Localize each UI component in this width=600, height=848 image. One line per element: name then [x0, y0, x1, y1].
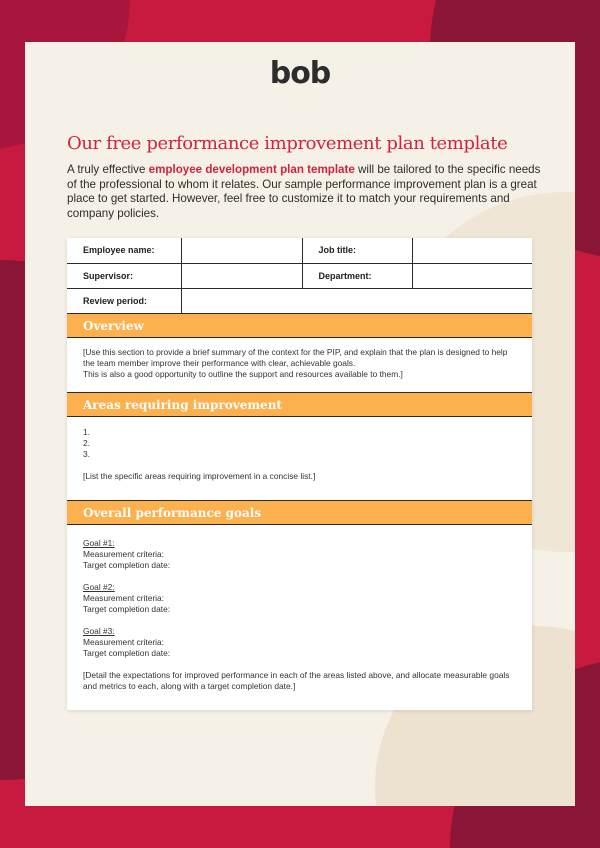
table-row: [67, 288, 532, 313]
employee-details-table: [67, 238, 532, 313]
review-period-field[interactable]: [181, 288, 532, 313]
goal-2-label: Goal #2:: [83, 582, 115, 592]
department-field[interactable]: [412, 263, 532, 288]
intro-text-before: A truly effective: [67, 163, 149, 176]
employee-development-plan-link[interactable]: employee development plan template: [148, 163, 355, 176]
table-row: [67, 263, 532, 288]
bob-logo: bob: [269, 56, 331, 91]
review-period-label: Review period:: [67, 288, 181, 313]
intro-paragraph: [67, 163, 547, 221]
pip-form: [67, 238, 532, 710]
goal-3-date: Target completion date:: [83, 648, 171, 658]
goal-1-criteria: Measurement criteria:: [83, 549, 164, 559]
goal-1-date: Target completion date:: [83, 560, 171, 570]
supervisor-label: Supervisor:: [67, 263, 181, 288]
job-title-label: Job title:: [302, 238, 412, 263]
areas-heading: Areas requiring improvement: [67, 392, 532, 417]
employee-name-field[interactable]: [181, 238, 302, 263]
goal-2-criteria: Measurement criteria:: [83, 593, 164, 603]
overview-text-2: This is also a good opportunity to outline the support and resources available to them.]: [83, 369, 403, 379]
overview-text-1: [Use this section to provide a brief summary of the context for the PIP, and explain that the plan is designed to help the team member improve their performance with clear, achievable goals.: [83, 347, 508, 368]
list-item: 2.: [83, 438, 90, 448]
department-label: Department:: [302, 263, 412, 288]
list-item: 3.: [83, 449, 90, 459]
goals-body[interactable]: [67, 525, 532, 710]
goals-heading: Overall performance goals: [67, 500, 532, 525]
supervisor-field[interactable]: [181, 263, 302, 288]
table-row: [67, 238, 532, 263]
page-title: Our free performance improvement plan template: [67, 133, 508, 154]
areas-note: [List the specific areas requiring improvement in a concise list.]: [83, 471, 316, 481]
goals-note: [Detail the expectations for improved performance in each of the areas listed above, and allocate measurable goals and metrics to each, along with a target completion date.]: [83, 670, 510, 691]
list-item: 1.: [83, 427, 90, 437]
goal-1-label: Goal #1:: [83, 538, 115, 548]
document-sheet: [25, 42, 575, 806]
goal-3-criteria: Measurement criteria:: [83, 637, 164, 647]
goal-2-date: Target completion date:: [83, 604, 171, 614]
overview-heading: Overview: [67, 313, 532, 338]
overview-body[interactable]: [67, 338, 532, 392]
goal-3-label: Goal #3:: [83, 626, 115, 636]
employee-name-label: Employee name:: [67, 238, 181, 263]
intro-text-after: will be tailored to the specific needs of the professional to whom it relates. Our sample performance improvement plan is a great place to get started. However, feel free to customize it to match your requirements and company policies.: [67, 163, 541, 220]
areas-body[interactable]: [67, 417, 532, 500]
job-title-field[interactable]: [412, 238, 532, 263]
